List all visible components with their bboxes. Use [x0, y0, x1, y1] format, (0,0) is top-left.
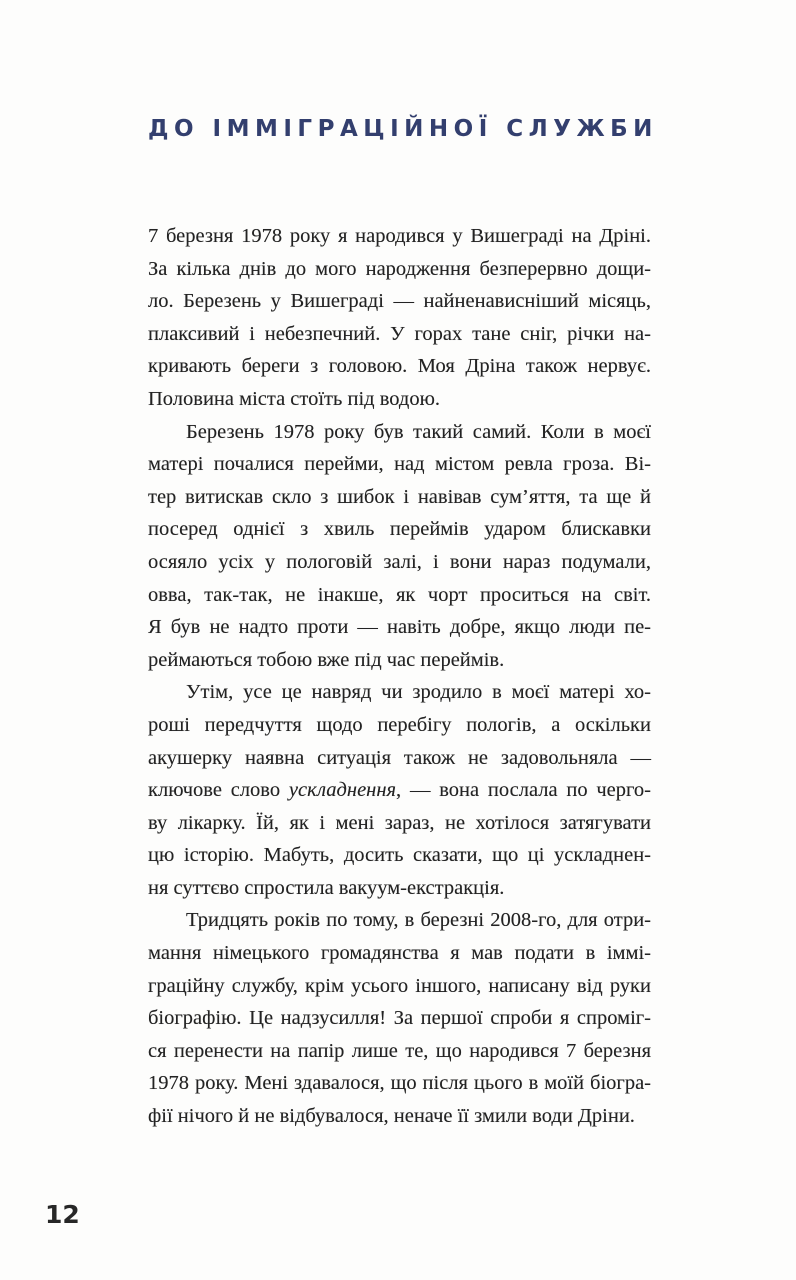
text-line: плаксивий і небезпечний. У горах тане сніг, річки на- [148, 322, 651, 345]
text-line: тер витискав скло з шибок і навівав сум’яття, та ще й [148, 485, 651, 508]
text-line: ня суттєво спростила вакуум-екстракція. [148, 876, 505, 899]
text-line: ся перенести на папір лише те, що народився 7 березня [148, 1039, 651, 1062]
text-line: 7 березня 1978 року я народився у Вишеграді на Дріні. [148, 225, 651, 247]
text-segment: , — вона послала по черго- [396, 779, 651, 802]
text-line: біографію. Це надзусилля! За першої спроби я спроміг- [148, 1007, 651, 1030]
text-line: овва, так-так, не інакше, як чорт проситься на світ. [148, 583, 651, 606]
text-line: роші передчуття щодо перебігу пологів, а оскільки [148, 713, 651, 736]
text-line: посеред однієї з хвиль переймів ударом блискавки [148, 518, 651, 541]
text-line: кривають береги з головою. Моя Дріна також нервує. [148, 355, 651, 378]
text-line: акушерку наявна ситуація також не задовольняла — [148, 746, 651, 769]
page-number: 12 [45, 1200, 80, 1229]
text-line: За кілька днів до мого народження безперервно дощи- [148, 257, 651, 280]
text-line: ву лікарку. Їй, як і мені зараз, не хотілося затягувати [148, 811, 651, 834]
text-line [148, 774, 651, 807]
text-line: осяяло усіх у пологовій залі, і вони нараз подумали, [148, 550, 651, 573]
text-line: цю історію. Мабуть, досить сказати, що ці ускладнен- [148, 844, 651, 867]
text-segment: ключове слово [148, 779, 289, 802]
text-line: Утім, усе це навряд чи зродило в моєї матері хо- [186, 681, 651, 704]
text-line: Я був не надто проти — навіть добре, якщо люди пе- [148, 616, 651, 639]
text-line: реймаються тобою вже під час переймів. [148, 648, 505, 671]
chapter-heading: ДО ІММІГРАЦІЙНОЇ СЛУЖБИ [148, 116, 658, 142]
text-line: Тридцять років по тому, в березні 2008-го, для отри- [186, 909, 651, 932]
italic-text: ускладнення [288, 779, 397, 802]
text-line: матері почалися перейми, над містом ревла гроза. Ві- [148, 453, 651, 476]
text-line: фії нічого й не відбувалося, неначе її змили води Дріни. [148, 1105, 635, 1128]
text-line: мання німецького громадянства я мав подати в іммі- [148, 942, 651, 965]
body-text-block [148, 220, 651, 1133]
text-line: граційну службу, крім усього іншого, написану від руки [148, 974, 651, 997]
text-line: Половина міста стоїть під водою. [148, 387, 441, 410]
text-line: 1978 року. Мені здавалося, що після цього в моїй біогра- [148, 1072, 651, 1095]
text-line: ло. Березень у Вишеграді — найненависніший місяць, [148, 290, 651, 313]
text-line: Березень 1978 року був такий самий. Коли в моєї [186, 420, 651, 443]
